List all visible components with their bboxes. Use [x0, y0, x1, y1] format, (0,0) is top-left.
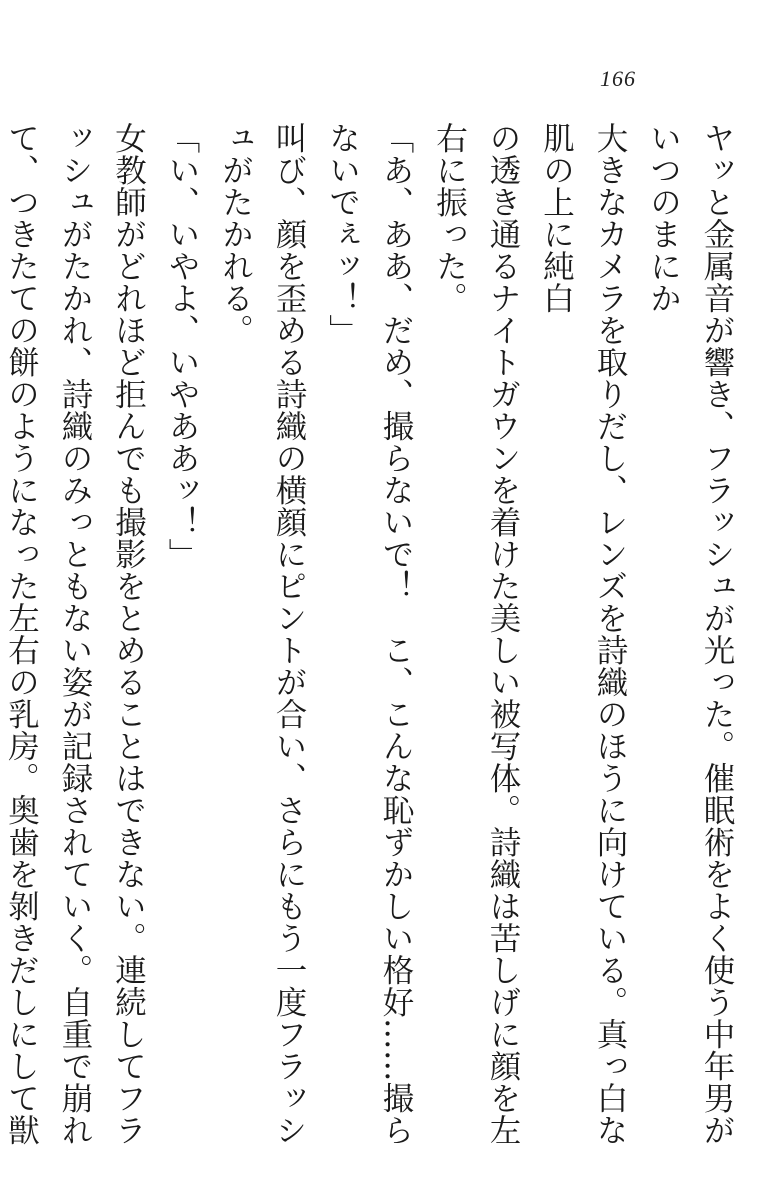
- paragraph-7: 女教師がどれほど拒んでも撮影をとめることはできない。連続してフラッシュがたかれ、詩織のみっともない姿が記録されていく。自重で崩れて、つきたての餅のようになった左右の乳房。奥歯を剝きだしにして獣: [3, 122, 147, 1146]
- paragraph-2: 大きなカメラを取りだし、レンズを詩織のほうに向けている。真っ白な肌の上に純白: [538, 122, 628, 1146]
- page-number: 166: [600, 66, 636, 91]
- paragraph-1: ヤッと金属音が響き、フラッシュが光った。催眠術をよく使う中年男がいつのまにか: [645, 122, 735, 1146]
- paragraph-3: の透き通るナイトガウンを着けた美しい被写体。詩織は苦しげに顔を左右に振った。: [431, 122, 521, 1146]
- paragraph-6: 「い、いやよ、いやああッ！」: [164, 122, 200, 570]
- vertical-text-body: [3, 122, 743, 1162]
- paragraph-5: 叫び、顔を歪める詩織の横顔にピントが合い、さらにもう一度フラッシュがたかれる。: [217, 122, 307, 1146]
- paragraph-4: 「あ、ああ、だめ、撮らないで！ こ、こんな恥ずかしい格好……撮らないでぇッ！」: [324, 122, 414, 1146]
